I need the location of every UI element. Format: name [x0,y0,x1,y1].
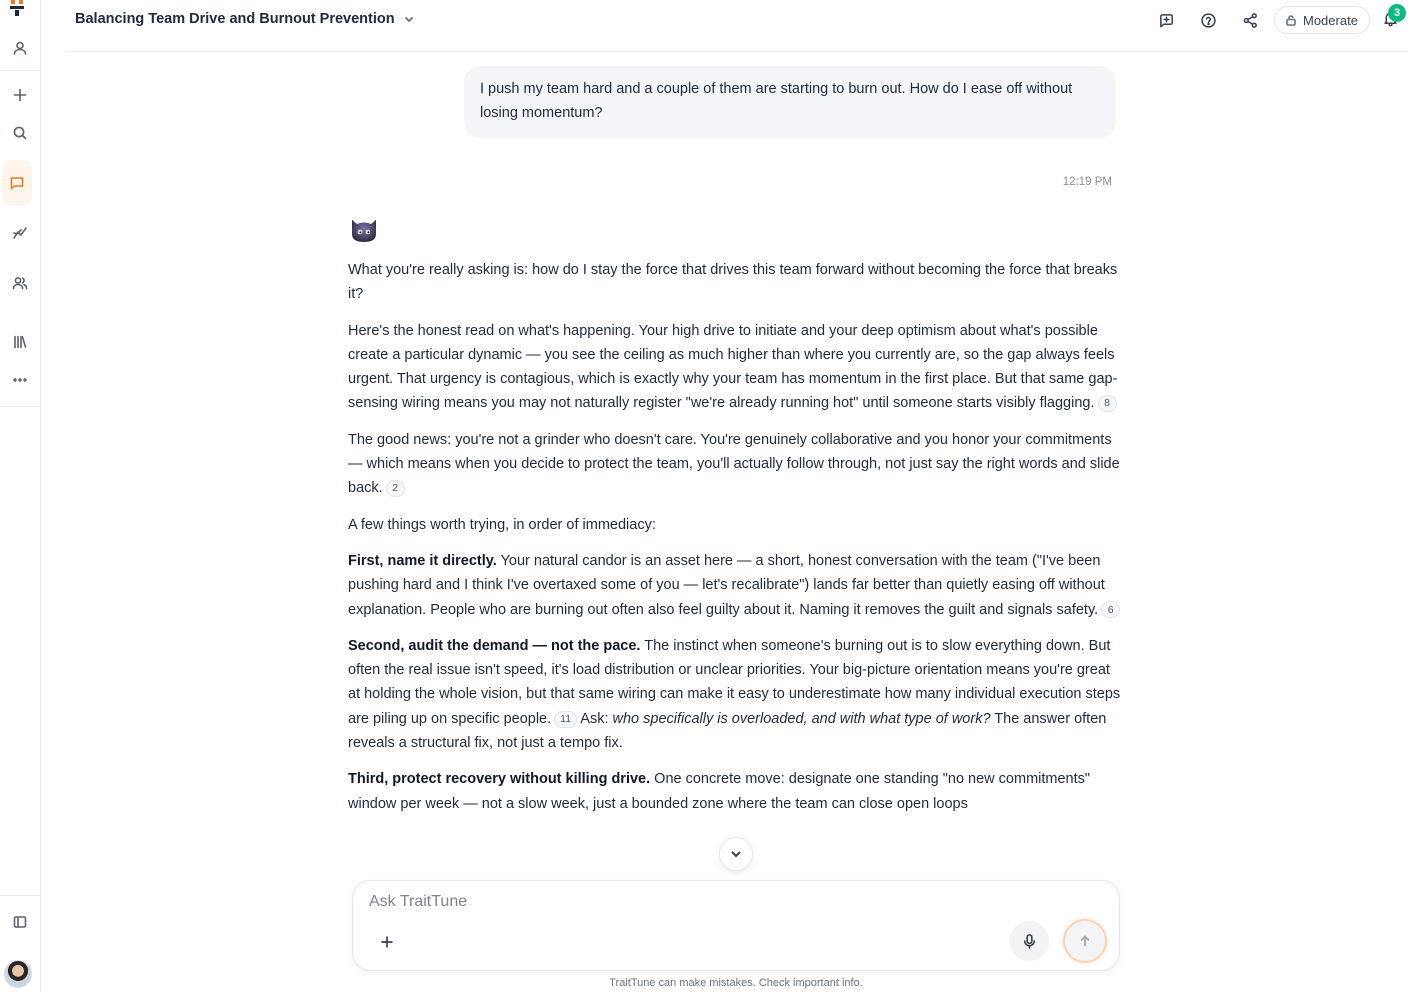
reply-text: One concrete move: designate one standing "no new commitments" window per week — not a slow week, just a bounded zone where the team can close open loops [348,771,1091,812]
reply-paragraph [348,319,1124,416]
composer [352,880,1120,971]
reply-heading: Third, protect recovery without killing drive. [348,771,651,788]
share-icon[interactable] [1238,9,1262,31]
reply-text: A few things worth trying, in order of immediacy: [348,516,656,533]
message-timestamp: 12:19 PM [1062,176,1112,188]
reply-text: Ask: [577,710,613,727]
reply-emphasis: who specifically is overloaded, and with what type of work? [612,710,991,727]
mode-selector-button[interactable] [1274,6,1370,34]
rail-divider [0,895,40,896]
reply-text: The good news: you're not a grinder who doesn't care. You're genuinely collaborative and you honor your commitments — which means when you decide to protect the team, you'll actually follow through, not just say the right words and slide back. [348,431,1120,497]
more-icon[interactable] [0,365,40,395]
search-icon[interactable] [0,118,40,148]
reply-text: The instinct when someone's burning out is to slow everything down. But often the real issue isn't speed, it's load distribution or unclear priorities. Your big-picture orientation means you're great at holding the whole vision, but that same wiring can make it easy to underestimate how many individual execution steps are piling up on specific people. [348,637,1121,727]
reply-paragraph [348,767,1124,816]
reply-text: What you're really asking is: how do I stay the force that drives this team forward without becoming the force that breaks it? [348,262,1118,303]
scroll-to-bottom-button[interactable] [719,837,753,871]
assistant-reply [348,258,1124,860]
attach-button[interactable] [375,930,399,954]
chat-icon[interactable] [2,160,32,206]
lock-icon [1285,14,1297,26]
sidebar-toggle-icon[interactable] [0,907,40,937]
microphone-icon [1021,933,1038,950]
citation-chip[interactable]: 11 [554,711,577,728]
message-input[interactable] [369,891,969,913]
reply-paragraph [348,258,1124,307]
disclaimer-text: TraitTune can make mistakes. Check important info. [609,977,863,989]
notification-badge: 3 [1388,4,1406,22]
left-rail [0,0,41,992]
reply-text: Your natural candor is an asset here — a short, honest conversation with the team ("I've been pushing hard and I think I've overtaxed some of you — let's recalibrate") lands far better than quietly easing off without explanation. People who are burning out often also feel guilty about it. Naming it removes the guilt and signals safety. [348,552,1105,618]
citation-chip[interactable]: 8 [1098,395,1117,412]
reply-heading: First, name it directly. [348,552,497,569]
team-icon[interactable] [0,268,40,298]
reply-paragraph [348,634,1124,755]
reply-text: The answer often reveals a structural fix, not just a tempo fix. [348,710,1107,752]
plus-icon [379,934,395,950]
reply-text: Here's the honest read on what's happening. Your high drive to initiate and your deep optimism about what's possible create a particular dynamic — you see the ceiling as much higher than where you currently are, so the gap always feels urgent. That urgency is contagious, which is exactly why your team has momentum in the first place. But that same gap-sensing wiring means you may not naturally register "we're already running hot" until someone starts visibly flagging. [348,322,1118,412]
rail-divider [0,70,40,71]
mode-label: Moderate [1303,12,1358,28]
rail-divider [0,406,40,407]
reply-paragraph [348,428,1124,501]
reply-heading: Second, audit the demand — not the pace. [348,637,641,654]
send-button[interactable] [1063,919,1107,963]
conversation-title: Balancing Team Drive and Burnout Prevention [75,11,395,27]
user-avatar[interactable] [4,960,32,988]
voice-input-button[interactable] [1009,921,1049,961]
citation-chip[interactable]: 6 [1101,601,1120,618]
reply-paragraph [348,513,1124,537]
plus-icon[interactable] [0,80,40,110]
logo-icon[interactable] [9,0,25,16]
arrow-up-icon [1078,934,1092,948]
assistant-avatar-icon [348,212,380,244]
insights-icon[interactable] [0,218,40,248]
citation-chip[interactable]: 2 [386,480,405,497]
reply-paragraph [348,549,1124,622]
library-icon[interactable] [0,327,40,357]
conversation-title-dropdown[interactable] [75,11,415,27]
top-bar [66,0,1408,52]
chevron-down-icon [403,13,415,25]
chevron-down-icon [729,847,743,861]
profile-icon[interactable] [0,33,40,63]
user-message: I push my team hard and a couple of them are starting to burn out. How do I ease off without losing momentum? [464,66,1116,138]
new-chat-icon[interactable] [1154,9,1178,31]
help-icon[interactable] [1196,9,1220,31]
